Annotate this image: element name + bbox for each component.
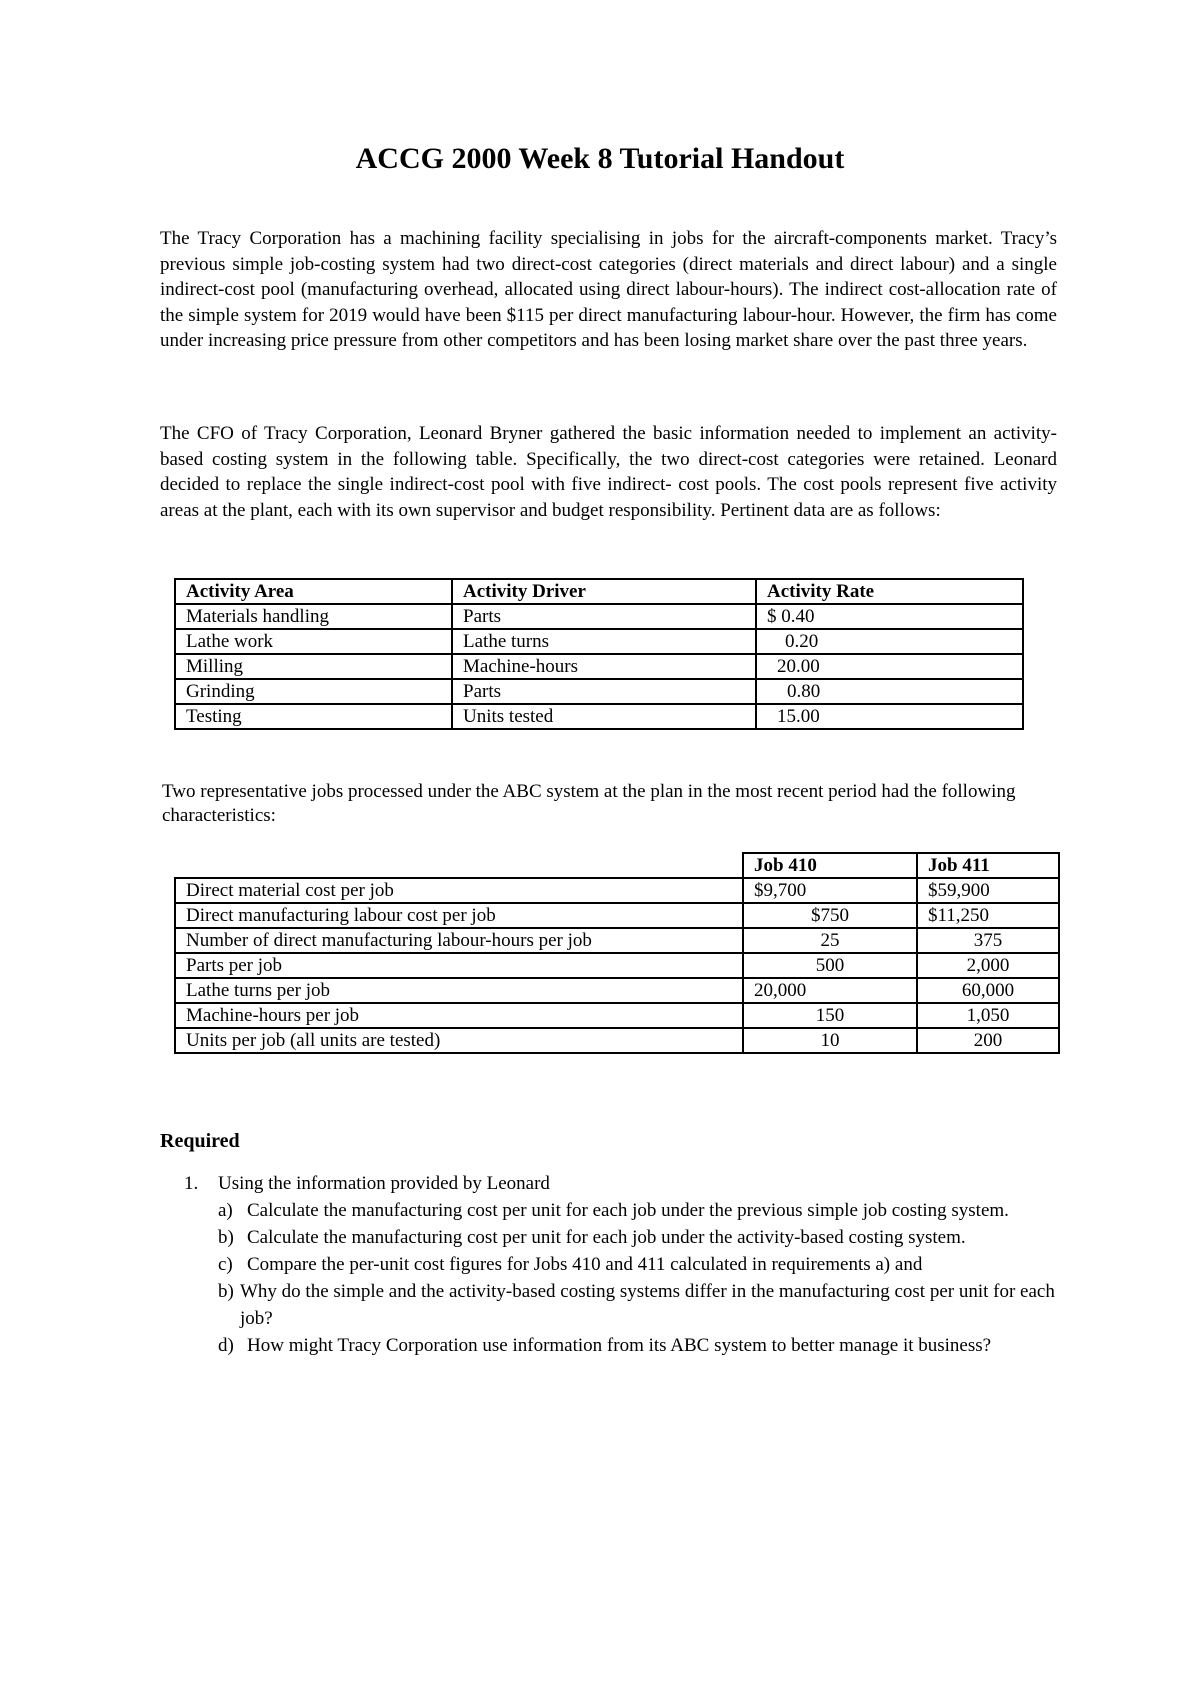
table-cell: 0.80	[756, 679, 1023, 704]
table-header-row	[175, 579, 1023, 604]
table-cell: Lathe work	[175, 629, 452, 654]
column-header: Activity Driver	[452, 579, 756, 604]
table-cell: 15.00	[756, 704, 1023, 729]
required-heading: Required	[160, 1130, 240, 1152]
table-cell: Testing	[175, 704, 452, 729]
table-cell: $59,900	[917, 878, 1059, 903]
table-cell: Parts	[452, 604, 756, 629]
list-subitem	[160, 1251, 1060, 1278]
table-cell: Direct material cost per job	[175, 878, 743, 903]
table-cell: 500	[743, 953, 917, 978]
table-cell: Direct manufacturing labour cost per job	[175, 903, 743, 928]
table-row	[175, 878, 1059, 903]
table-cell: Machine-hours	[452, 654, 756, 679]
table-row	[175, 928, 1059, 953]
table-cell: 25	[743, 928, 917, 953]
table-cell: 1,050	[917, 1003, 1059, 1028]
table-row	[175, 654, 1023, 679]
table-cell: Parts	[452, 679, 756, 704]
list-subitem-text: Calculate the manufacturing cost per unit for each job under the previous simple job costing system.	[247, 1200, 1009, 1221]
table-cell: Parts per job	[175, 953, 743, 978]
table-cell: Lathe turns	[452, 629, 756, 654]
column-header	[175, 853, 743, 878]
table-cell: $750	[743, 903, 917, 928]
list-item	[160, 1170, 1060, 1197]
table-row	[175, 903, 1059, 928]
required-list	[160, 1170, 1060, 1359]
list-subitem-text: How might Tracy Corporation use information from its ABC system to better manage it business?	[247, 1335, 992, 1356]
list-number: 1.	[184, 1173, 199, 1194]
table-header-row	[175, 853, 1059, 878]
list-subitem-text: Why do the simple and the activity-based costing systems differ in the manufacturing cost per unit for each job?	[240, 1281, 1055, 1329]
list-letter: a)	[218, 1200, 233, 1221]
table-cell: 200	[917, 1028, 1059, 1053]
intro-paragraph: The Tracy Corporation has a machining facility specialising in jobs for the aircraft-components market. Tracy’s previous simple job-costing system had two direct-cost categories (direct materials and direct labour) and a single indirect-cost pool (manufacturing overhead, allocated using direct labour-hours). The indirect cost-allocation rate of the simple system for 2019 would have been $115 per direct manufacturing labour-hour. However, the firm has come under increasing price pressure from other competitors and has been losing market share over the past three years.	[160, 228, 1057, 351]
jobs-characteristics-table	[174, 852, 1060, 1054]
activity-rate-table	[174, 578, 1024, 730]
table-cell: 60,000	[917, 978, 1059, 1003]
list-subitem-text: Calculate the manufacturing cost per unit for each job under the activity-based costing system.	[247, 1227, 966, 1248]
list-item-text: Using the information provided by Leonard	[218, 1173, 550, 1194]
jobs-intro-paragraph: Two representative jobs processed under the ABC system at the plan in the most recent period had the following characteristics:	[162, 781, 1016, 826]
column-header: Activity Area	[175, 579, 452, 604]
table-cell: Machine-hours per job	[175, 1003, 743, 1028]
list-letter: b)	[218, 1227, 234, 1248]
table-cell: 375	[917, 928, 1059, 953]
table-cell: $ 0.40	[756, 604, 1023, 629]
list-letter: c)	[218, 1254, 233, 1275]
table-cell: 20.00	[756, 654, 1023, 679]
column-header: Activity Rate	[756, 579, 1023, 604]
table-row	[175, 679, 1023, 704]
table-cell: Units per job (all units are tested)	[175, 1028, 743, 1053]
table-row	[175, 953, 1059, 978]
table-row	[175, 604, 1023, 629]
list-subitem	[160, 1332, 1060, 1359]
table-cell: Lathe turns per job	[175, 978, 743, 1003]
list-subitem-text: Compare the per-unit cost figures for Jobs 410 and 411 calculated in requirements a) and	[247, 1254, 923, 1275]
table-cell: Milling	[175, 654, 452, 679]
table-row	[175, 978, 1059, 1003]
table-cell: Units tested	[452, 704, 756, 729]
list-letter: d)	[218, 1335, 234, 1356]
list-subitem	[160, 1197, 1060, 1224]
table-row	[175, 704, 1023, 729]
table-row	[175, 1003, 1059, 1028]
cfo-paragraph: The CFO of Tracy Corporation, Leonard Bryner gathered the basic information needed to implement an activity-based costing system in the following table. Specifically, the two direct-cost categories were retained. Leonard decided to replace the single indirect-cost pool with five indirect- cost pools. The cost pools represent five activity areas at the plant, each with its own supervisor and budget responsibility. Pertinent data are as follows:	[160, 423, 1057, 521]
table-cell: $9,700	[743, 878, 917, 903]
list-letter: b)	[218, 1281, 234, 1302]
table-cell: Number of direct manufacturing labour-hours per job	[175, 928, 743, 953]
column-header: Job 411	[917, 853, 1059, 878]
table-cell: $11,250	[917, 903, 1059, 928]
table-cell: 2,000	[917, 953, 1059, 978]
table-cell: 20,000	[743, 978, 917, 1003]
column-header: Job 410	[743, 853, 917, 878]
page-title: ACCG 2000 Week 8 Tutorial Handout	[355, 142, 845, 175]
table-cell: 10	[743, 1028, 917, 1053]
table-row	[175, 629, 1023, 654]
table-cell: 0.20	[756, 629, 1023, 654]
table-cell: Grinding	[175, 679, 452, 704]
table-row	[175, 1028, 1059, 1053]
list-subitem	[160, 1224, 1060, 1251]
list-subitem	[160, 1278, 1060, 1332]
table-cell: Materials handling	[175, 604, 452, 629]
table-cell: 150	[743, 1003, 917, 1028]
